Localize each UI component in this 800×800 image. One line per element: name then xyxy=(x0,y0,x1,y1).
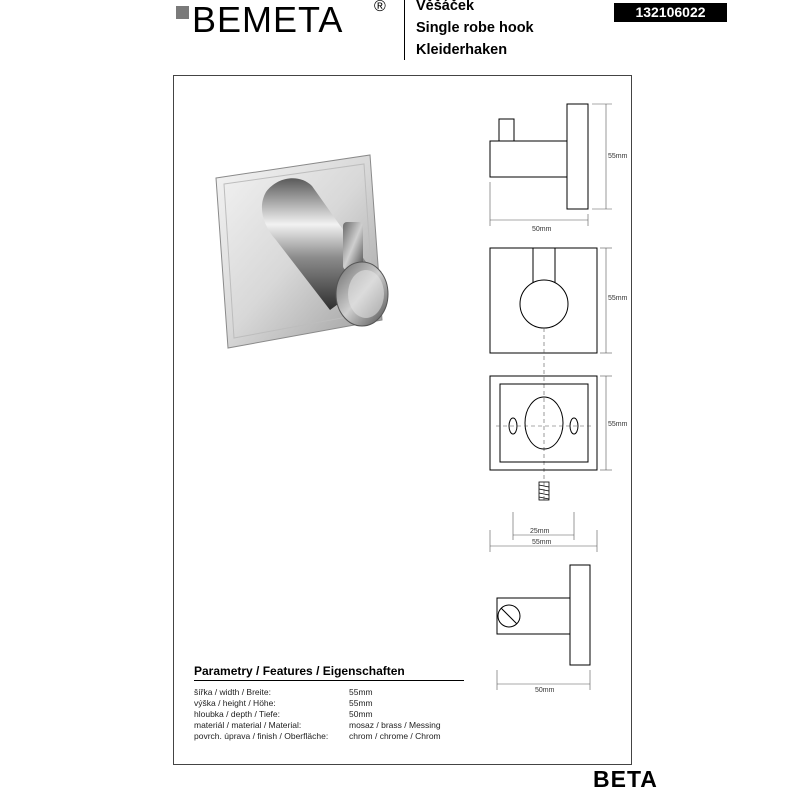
product-name-cz: Věšáček xyxy=(416,0,475,14)
product-name-en: Single robe hook xyxy=(416,20,534,36)
spec-label: materiál / material / Material: xyxy=(194,720,302,730)
side-view-top-dims xyxy=(490,104,612,226)
product-code: 132106022 xyxy=(614,3,727,22)
back-view xyxy=(490,376,597,470)
dim-back-width: 55mm xyxy=(532,539,552,546)
series-name: BETA xyxy=(593,766,658,792)
side-view-bottom xyxy=(497,565,590,665)
dim-side-top-width: 50mm xyxy=(532,226,552,233)
logo-mark xyxy=(176,6,189,19)
features-title: Parametry / Features / Eigenschaften xyxy=(194,664,405,678)
spec-label: výška / height / Höhe: xyxy=(194,698,276,708)
header-divider xyxy=(404,0,405,60)
dim-side-top-height: 55mm xyxy=(608,153,628,160)
back-view-axes xyxy=(496,376,612,470)
dim-hole-spacing: 25mm xyxy=(530,528,550,535)
spec-value: 50mm xyxy=(349,709,373,719)
product-name-de: Kleiderhaken xyxy=(416,42,508,58)
spec-label: hloubka / depth / Tiefe: xyxy=(194,709,281,719)
brand-logo: BEMETA xyxy=(192,0,344,40)
technical-drawings xyxy=(470,90,640,700)
features-divider xyxy=(194,680,464,681)
product-photo xyxy=(200,150,410,360)
registered-mark: ® xyxy=(374,0,386,15)
dim-side-bottom-width: 50mm xyxy=(535,687,555,694)
spec-value: 55mm xyxy=(349,698,373,708)
spec-value: mosaz / brass / Messing xyxy=(349,720,441,730)
spec-label: šířka / width / Breite: xyxy=(194,687,271,697)
spec-value: chrom / chrome / Chrom xyxy=(349,731,441,741)
dim-back-height: 55mm xyxy=(608,421,628,428)
side-view-top xyxy=(490,104,588,209)
spec-value: 55mm xyxy=(349,687,373,697)
front-view xyxy=(490,248,597,353)
spec-label: povrch. úprava / finish / Oberfläche: xyxy=(194,731,329,741)
dim-front-height: 55mm xyxy=(608,295,628,302)
